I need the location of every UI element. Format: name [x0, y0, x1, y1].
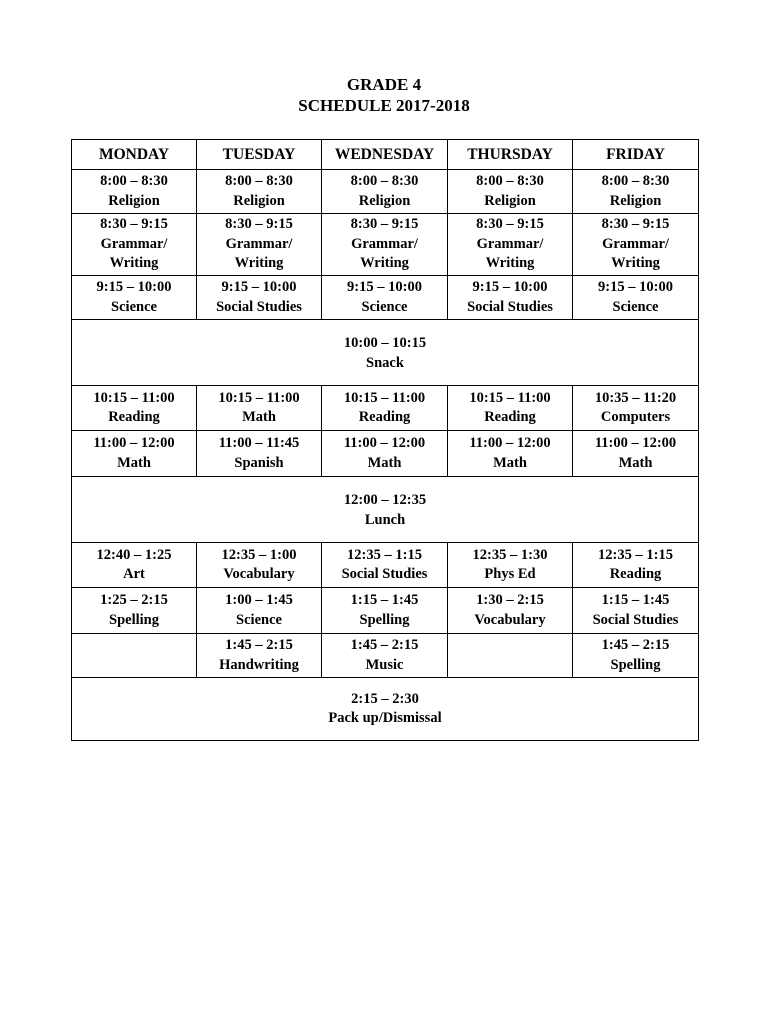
cell-time: 8:00 – 8:30	[225, 173, 293, 189]
cell-time: 9:15 – 10:00	[598, 279, 673, 295]
cell-time: 11:00 – 11:45	[218, 435, 300, 451]
cell-subject: Music	[365, 656, 404, 673]
day-header-wednesday: WEDNESDAY	[322, 140, 448, 170]
cell-time: 1:15 – 1:45	[350, 592, 419, 608]
cell-subject: Science	[361, 298, 408, 315]
cell-time: 11:00 – 12:00	[343, 435, 426, 451]
schedule-cell	[197, 634, 322, 678]
cell-subject: Grammar/	[476, 235, 544, 252]
cell-time: 9:15 – 10:00	[221, 279, 297, 295]
break-cell	[72, 320, 699, 386]
schedule-cell	[322, 634, 448, 678]
table-row	[72, 431, 699, 477]
schedule-cell	[72, 170, 197, 214]
cell-time: 12:35 – 1:30	[472, 546, 548, 563]
cell-subject: Math	[117, 454, 151, 471]
cell-time: 9:15 – 10:00	[347, 279, 422, 295]
cell-subject: Social Studies	[216, 298, 302, 315]
schedule-cell	[322, 276, 448, 320]
schedule-cell	[322, 431, 448, 477]
cell-time: 1:00 – 1:45	[225, 592, 293, 608]
schedule-cell	[72, 386, 197, 431]
day-header-monday: MONDAY	[72, 140, 197, 170]
schedule-cell	[573, 276, 699, 320]
cell-subject: Spelling	[359, 611, 410, 628]
schedule-cell	[573, 431, 699, 477]
break-label: Lunch	[364, 511, 406, 528]
schedule-cell	[448, 543, 573, 588]
schedule-cell	[72, 276, 197, 320]
cell-subject: Spelling	[109, 611, 159, 628]
cell-subject: Spanish	[234, 454, 284, 471]
schedule-cell	[72, 214, 197, 276]
cell-subject: Reading	[358, 409, 411, 425]
schedule-cell	[448, 170, 573, 214]
cell-time: 1:15 – 1:45	[601, 592, 670, 608]
cell-subject: Vocabulary	[223, 566, 295, 582]
schedule-cell	[197, 543, 322, 588]
cell-time: 10:15 – 11:00	[218, 389, 300, 406]
cell-time: 1:30 – 2:15	[476, 592, 544, 608]
day-header-tuesday: TUESDAY	[197, 140, 322, 170]
cell-time: 11:00 – 12:00	[93, 435, 175, 451]
cell-time: 8:30 – 9:15	[225, 216, 293, 233]
schedule-cell	[197, 431, 322, 477]
table-row	[72, 634, 699, 678]
cell-time: 1:45 – 2:15	[225, 637, 293, 653]
cell-time: 8:00 – 8:30	[350, 173, 419, 189]
cell-subject: Vocabulary	[474, 611, 546, 628]
grade-heading: GRADE 4	[346, 75, 422, 94]
table-row	[72, 386, 699, 431]
table-row	[72, 588, 699, 634]
schedule-cell	[197, 276, 322, 320]
cell-subject: Art	[123, 566, 145, 582]
cell-subject: Social Studies	[467, 298, 553, 315]
schedule-heading: SCHEDULE 2017-2018	[298, 96, 470, 115]
cell-time: 8:00 – 8:30	[476, 173, 544, 189]
break-cell	[72, 477, 699, 543]
schedule-cell	[573, 588, 699, 634]
cell-subject: Reading	[484, 409, 536, 425]
cell-subject: Phys Ed	[484, 566, 536, 582]
cell-time: 1:45 – 2:15	[601, 637, 670, 653]
cell-subject: Religion	[609, 192, 662, 209]
cell-subject: Social Studies	[592, 611, 679, 628]
cell-time: 8:00 – 8:30	[100, 173, 168, 189]
day-header-row	[72, 140, 699, 170]
schedule-cell	[573, 634, 699, 678]
cell-subject: Religion	[233, 192, 285, 209]
cell-subject: Reading	[108, 409, 160, 425]
cell-subject: Religion	[358, 192, 411, 209]
table-row	[72, 543, 699, 588]
break-time: 10:00 – 10:15	[343, 335, 427, 351]
cell-subject: Science	[612, 298, 659, 315]
schedule-cell	[72, 431, 197, 477]
cell-time: 9:15 – 10:00	[96, 279, 172, 295]
cell-subject-line2: Writing	[360, 255, 409, 272]
cell-time: 10:15 – 11:00	[343, 389, 426, 406]
day-header-thursday: THURSDAY	[448, 140, 573, 170]
cell-subject: Math	[618, 454, 653, 471]
break-row-lunch	[72, 477, 699, 543]
cell-subject: Handwriting	[219, 656, 299, 673]
cell-subject: Grammar/	[351, 235, 418, 252]
schedule-cell	[72, 543, 197, 588]
cell-time: 8:30 – 9:15	[350, 216, 419, 233]
schedule-cell	[573, 543, 699, 588]
schedule-cell-empty	[72, 634, 197, 678]
schedule-table	[71, 139, 699, 741]
cell-subject: Spelling	[610, 656, 661, 673]
cell-time: 10:15 – 11:00	[469, 389, 551, 406]
schedule-cell	[322, 386, 448, 431]
schedule-cell	[197, 386, 322, 431]
cell-time: 8:30 – 9:15	[100, 216, 168, 233]
schedule-cell	[322, 543, 448, 588]
cell-subject: Reading	[609, 566, 662, 582]
schedule-cell	[322, 214, 448, 276]
schedule-cell	[448, 588, 573, 634]
cell-subject: Math	[367, 454, 402, 471]
cell-subject-line2: Writing	[234, 255, 284, 272]
cell-time: 11:00 – 12:00	[469, 435, 551, 451]
cell-subject: Computers	[600, 409, 671, 425]
cell-subject: Religion	[484, 192, 536, 209]
cell-subject: Religion	[108, 192, 160, 209]
schedule-cell	[573, 386, 699, 431]
cell-time: 11:00 – 12:00	[594, 435, 677, 451]
cell-time: 1:45 – 2:15	[350, 637, 419, 653]
schedule-cell	[322, 170, 448, 214]
cell-time: 9:15 – 10:00	[472, 279, 548, 295]
schedule-cell	[197, 214, 322, 276]
cell-subject: Science	[111, 298, 157, 315]
cell-subject-line2: Writing	[485, 255, 535, 272]
schedule-cell	[448, 386, 573, 431]
schedule-cell	[573, 170, 699, 214]
cell-subject: Grammar/	[602, 235, 669, 252]
schedule-cell	[72, 588, 197, 634]
cell-time: 12:35 – 1:15	[598, 546, 673, 563]
cell-subject-line2: Writing	[611, 255, 660, 272]
cell-time: 8:30 – 9:15	[601, 216, 670, 233]
cell-subject: Math	[242, 409, 276, 425]
cell-subject: Math	[493, 454, 527, 471]
cell-subject-line2: Writing	[109, 255, 159, 272]
schedule-cell-empty	[448, 634, 573, 678]
schedule-cell	[448, 214, 573, 276]
break-row-dismissal	[72, 678, 699, 741]
schedule-cell	[197, 588, 322, 634]
break-row-snack	[72, 320, 699, 386]
table-row	[72, 170, 699, 214]
break-label: Snack	[366, 354, 404, 371]
document-title	[0, 74, 768, 116]
cell-time: 12:35 – 1:15	[347, 546, 422, 563]
cell-time: 1:25 – 2:15	[100, 592, 168, 608]
cell-time: 10:15 – 11:00	[93, 389, 175, 406]
schedule-cell	[448, 431, 573, 477]
day-header-friday: FRIDAY	[573, 140, 699, 170]
cell-time: 8:30 – 9:15	[476, 216, 544, 233]
table-row	[72, 214, 699, 276]
break-label: Pack up/Dismissal	[328, 710, 442, 726]
schedule-cell	[197, 170, 322, 214]
cell-time: 8:00 – 8:30	[601, 173, 670, 189]
break-cell	[72, 678, 699, 741]
cell-subject: Grammar/	[100, 235, 168, 252]
cell-time: 10:35 – 11:20	[594, 389, 677, 406]
cell-time: 12:40 – 1:25	[96, 546, 172, 563]
table-row	[72, 276, 699, 320]
cell-subject: Science	[236, 611, 282, 628]
schedule-cell	[322, 588, 448, 634]
cell-subject: Grammar/	[225, 235, 293, 252]
schedule-cell	[448, 276, 573, 320]
cell-subject: Social Studies	[341, 566, 428, 582]
break-time: 2:15 – 2:30	[351, 690, 419, 707]
break-time: 12:00 – 12:35	[343, 492, 427, 508]
cell-time: 12:35 – 1:00	[221, 546, 297, 563]
schedule-cell	[573, 214, 699, 276]
